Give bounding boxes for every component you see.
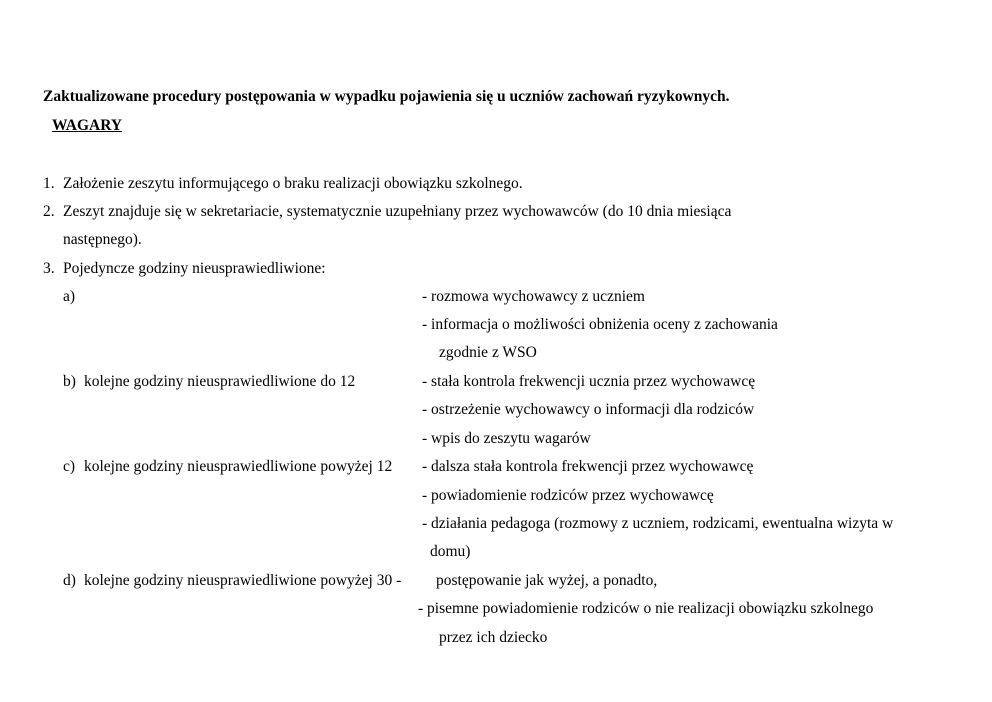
subitem-action-continuation: domu) (430, 543, 471, 560)
subitem-action: - działania pedagoga (rozmowy z uczniem, rodzicami, ewentualna wizyta w (422, 515, 894, 532)
subitem-action: - informacja o możliwości obniżenia oceny z zachowania (422, 316, 778, 333)
list-item-number: 3. (43, 260, 55, 277)
list-item-text: Założenie zeszytu informującego o braku realizacji obowiązku szkolnego. (63, 175, 523, 192)
subitem-label: b) (63, 373, 76, 390)
subitem-condition: kolejne godziny nieusprawiedliwione do 12 (84, 373, 356, 390)
subitem-label: a) (63, 288, 76, 305)
subitem-action: - ostrzeżenie wychowawcy o informacji dla rodziców (422, 401, 755, 418)
list-item-text: Pojedyncze godziny nieusprawiedliwione: (63, 260, 326, 277)
subitem-action-continuation: zgodnie z WSO (439, 344, 537, 361)
subitem-action: - pisemne powiadomienie rodziców o nie realizacji obowiązku szkolnego (418, 600, 874, 617)
subitem-action-continuation: przez ich dziecko (439, 629, 548, 646)
subitem-action: - powiadomienie rodziców przez wychowawcę (422, 487, 714, 504)
subitem-label: c) (63, 458, 76, 475)
subitem-action: - rozmowa wychowawcy z uczniem (422, 288, 645, 305)
section-heading: WAGARY (52, 117, 123, 134)
subitem-action: - dalsza stała kontrola frekwencji przez wychowawcę (422, 458, 754, 475)
subitem-action: postępowanie jak wyżej, a ponadto, (436, 572, 658, 589)
list-item-text: Zeszyt znajduje się w sekretariacie, systematycznie uzupełniany przez wychowawców (do 10 dnia miesiąca (63, 203, 732, 220)
document-title: Zaktualizowane procedury postępowania w wypadku pojawienia się u uczniów zachowań ryzykownych. (43, 88, 730, 105)
subitem-label: d) (63, 572, 76, 589)
subitem-action: - stała kontrola frekwencji ucznia przez wychowawcę (422, 373, 756, 390)
subitem-condition: kolejne godziny nieusprawiedliwione powyżej 30 - (84, 572, 402, 589)
subitem-condition: kolejne godziny nieusprawiedliwione powyżej 12 (84, 458, 393, 475)
list-item-number: 1. (43, 175, 55, 192)
list-item-number: 2. (43, 203, 55, 220)
subitem-action: - wpis do zeszytu wagarów (422, 430, 591, 447)
list-item-text-continuation: następnego). (63, 231, 142, 248)
